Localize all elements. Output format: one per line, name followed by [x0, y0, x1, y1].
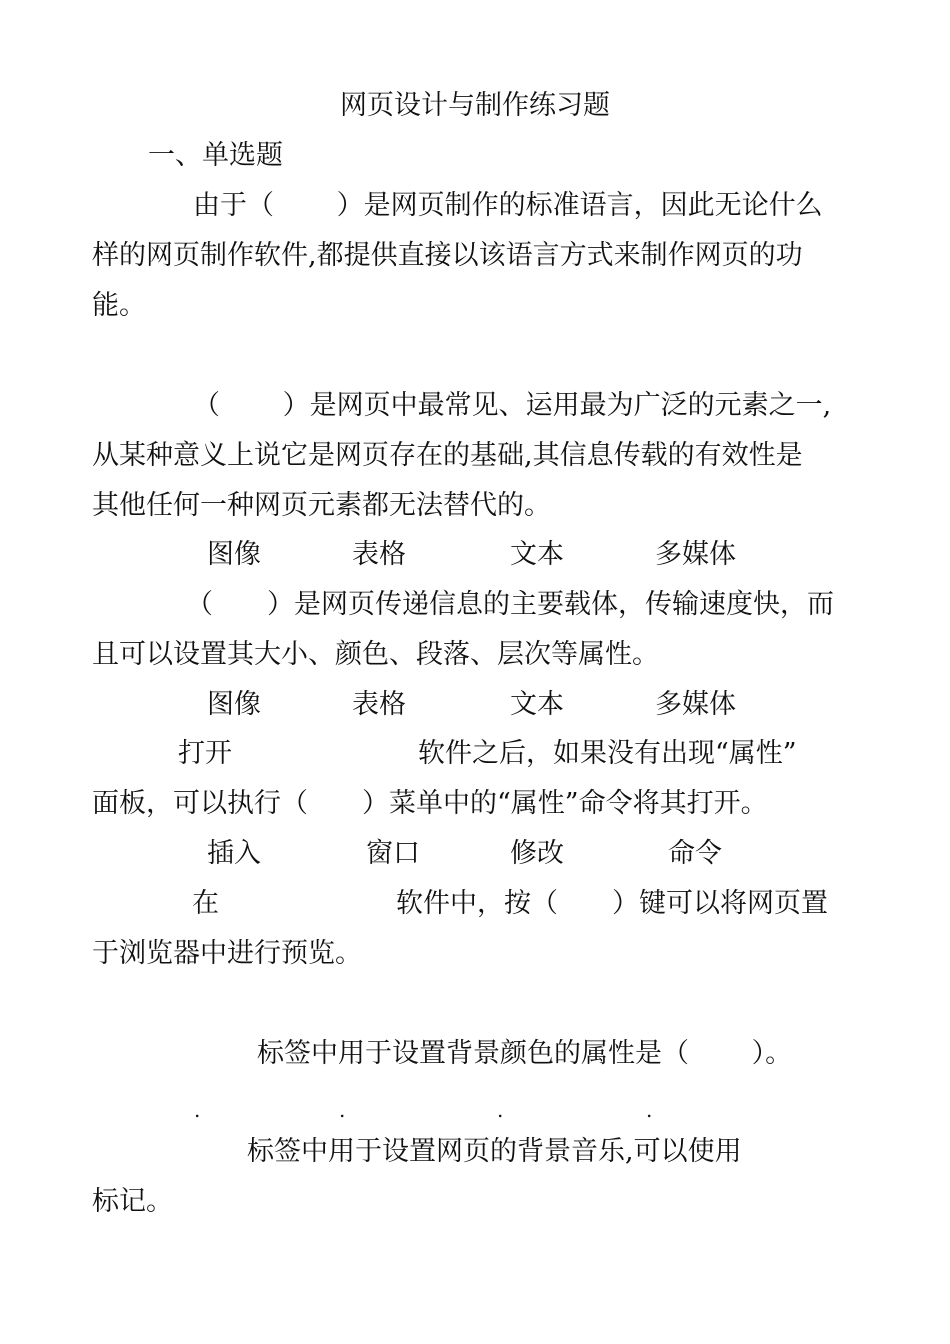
question-2-line-2: 从某种意义上说它是网页存在的基础,其信息传载的有效性是 — [92, 440, 803, 471]
question-4-option-d: 命令 — [668, 838, 722, 869]
question-1-line-3: 能。 — [92, 290, 146, 321]
question-1-line-1: 由于（ ）是网页制作的标准语言，因此无论什么 — [193, 190, 823, 221]
question-2-option-b: 表格 — [352, 539, 406, 570]
question-2-line-1: （ ）是网页中最常见、运用最为广泛的元素之一, — [193, 390, 832, 421]
question-6-option-b-marker: . — [339, 1098, 346, 1122]
question-4-line-1-b: 软件之后，如果没有出现“属性” — [418, 738, 797, 769]
question-4-option-c: 修改 — [510, 838, 564, 869]
question-2-option-c: 文本 — [510, 539, 564, 570]
question-7-line-1: 标签中用于设置网页的背景音乐,可以使用 — [247, 1136, 742, 1167]
question-3-line-2: 且可以设置其大小、颜色、段落、层次等属性。 — [92, 639, 659, 670]
question-3-option-a: 图像 — [207, 689, 261, 720]
question-4-option-b: 窗口 — [366, 838, 420, 869]
question-5-line-1-b: 软件中，按（ ）键可以将网页置 — [396, 888, 828, 919]
question-3-option-b: 表格 — [352, 689, 406, 720]
question-4-line-2: 面板，可以执行（ ）菜单中的“属性”命令将其打开。 — [92, 788, 768, 819]
question-2-option-a: 图像 — [207, 539, 261, 570]
document-title: 网页设计与制作练习题 — [340, 90, 610, 121]
question-4-option-a: 插入 — [207, 838, 261, 869]
question-6-option-d-marker: . — [646, 1098, 653, 1122]
section-heading: 一、单选题 — [148, 140, 283, 171]
question-3-option-c: 文本 — [510, 689, 564, 720]
question-3-line-1: （ ）是网页传递信息的主要载体，传输速度快，而 — [186, 589, 834, 620]
question-2-option-d: 多媒体 — [655, 539, 736, 570]
question-1-line-2: 样的网页制作软件,都提供直接以该语言方式来制作网页的功 — [92, 240, 803, 271]
question-3-option-d: 多媒体 — [655, 689, 736, 720]
question-5-line-2: 于浏览器中进行预览。 — [92, 938, 362, 969]
question-7-line-2: 标记。 — [92, 1186, 173, 1217]
question-6-line-1: 标签中用于设置背景颜色的属性是（ ）。 — [257, 1038, 793, 1069]
question-6-option-c-marker: . — [497, 1098, 504, 1122]
question-2-line-3: 其他任何一种网页元素都无法替代的。 — [92, 490, 551, 521]
question-5-line-1-a: 在 — [192, 888, 219, 919]
question-4-line-1-a: 打开 — [178, 738, 232, 769]
question-6-option-a-marker: . — [194, 1098, 201, 1122]
